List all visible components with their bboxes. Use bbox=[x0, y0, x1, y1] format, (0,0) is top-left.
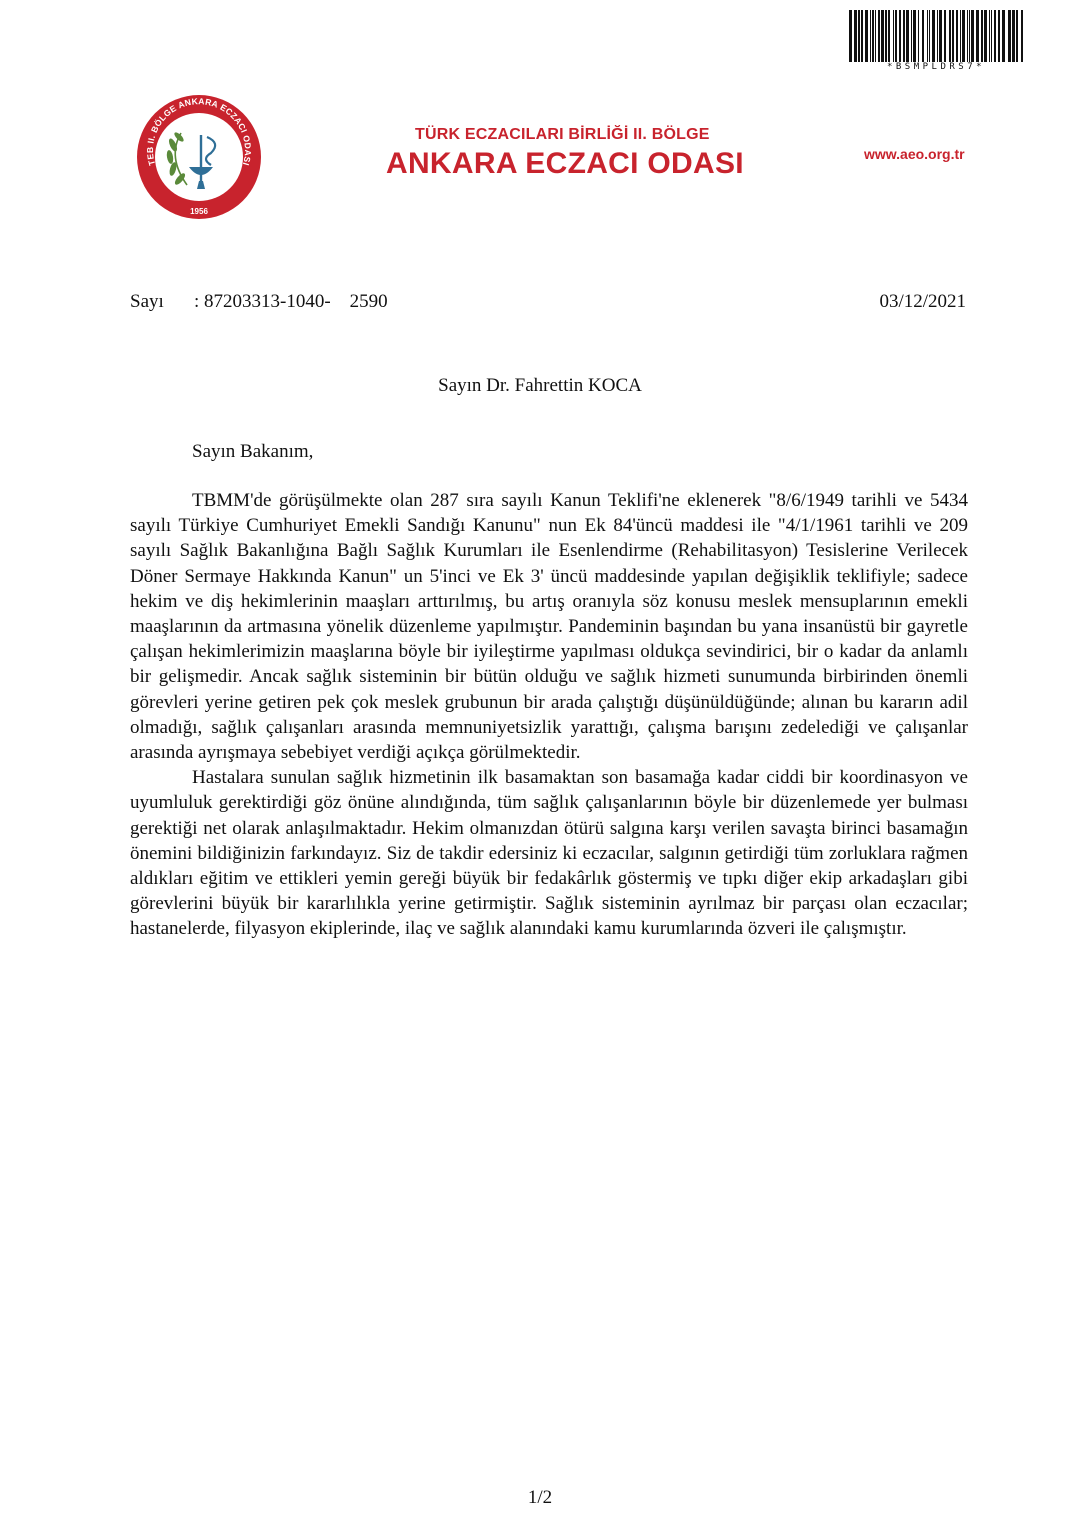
letter-body bbox=[130, 488, 968, 942]
body-paragraph-2: Hastalara sunulan sağlık hizmetinin ilk basamaktan son basamağa kadar ciddi bir koordinasyon ve uyumluluk gerektirdiği göz önüne alındığında, tüm sağlık çalışanlarının böyle bir düzenlemede yer bulması gerektiği net olarak anlaşılmaktadır. Hekim olmanızdan ötürü salgına karşı verilen savaşta birinci basamağın önemini bildiğinizin farkındayız. Siz de takdir edersiniz ki eczacılar, salgının getirdiği tüm zorluklara rağmen aldıkları eğitim ve ettikleri yemin gereği büyük bir fedakârlık göstermiş ve tıpkı diğer ekip arkadaşları gibi görevlerini büyük bir kararlılıkla yerine getirmiştir. Sağlık sisteminin ayrılmaz bir parçası olan eczacılar; hastanelerde, filyasyon ekiplerinde, ilaç ve sağlık alanındaki kamu kurumlarında özveri ile çalışmıştır. bbox=[130, 767, 968, 940]
addressee: Sayın Dr. Fahrettin KOCA bbox=[438, 375, 642, 396]
reference-label: Sayı bbox=[130, 291, 164, 312]
barcode-code: *BSMPLDRS7* bbox=[886, 62, 986, 72]
website-link[interactable]: www.aeo.org.tr bbox=[864, 146, 965, 162]
page-number: 1/2 bbox=[527, 1487, 553, 1508]
svg-text:TEB II. BÖLGE ANKARA ECZACI OD: TEB II. BÖLGE ANKARA ECZACI ODASI bbox=[144, 96, 254, 167]
svg-text:1956: 1956 bbox=[190, 207, 208, 216]
body-paragraph-1: TBMM'de görüşülmekte olan 287 sıra sayılı Kanun Teklifi'ne eklenerek "8/6/1949 tarihli ve 5434 sayılı Türkiye Cumhuriyet Emekli Sandığı Kanunu" nun Ek 84'üncü maddesi ile "4/1/1961 tarihli ve 209 sayılı Sağlık Bakanlığına Bağlı Sağlık Kurumları ile Esenlendirme (Rehabilitasyon) Tesislerine Verilecek Döner Sermaye Hakkında Kanun" un 5'inci ve Ek 3' üncü maddesinde yapılan değişiklik teklifiyle; sadece hekim ve diş hekimlerinin maaşları arttırılmış, bu artış oranıyla söz konusu meslek mensuplarının emekli maaşlarının da artmasına yönelik düzenleme yapılmıştır. Pandeminin başından bu yana insanüstü bir gayretle çalışan hekimlerimizin maaşlarına böyle bir iyileştirme yapılması oldukça sevindirici, bir o kadar da anlamlı bir gelişmedir. Ancak sağlık sisteminin bir bütün olduğu ve sağlık hizmeti sunumunda birbirinden önemli görevleri yerine getiren pek çok meslek grubunun bir arada çalıştığı düşünüldüğünde; alınan bu kararın adil olmadığı, sağlık çalışanları arasında memnuniyetsizlik yarattığı, çalışma barışını zedelediği ve çalışanlar arasında ayrışmaya sebebiyet verdiği açıkça görülmektedir. bbox=[130, 490, 968, 764]
document-barcode bbox=[848, 10, 1024, 72]
document-date: 03/12/2021 bbox=[879, 291, 966, 312]
org-subtitle: TÜRK ECZACILARI BİRLİĞİ II. BÖLGE bbox=[415, 126, 710, 143]
chamber-seal-logo bbox=[131, 93, 267, 221]
barcode-bars bbox=[848, 10, 1024, 62]
reference-number: : 87203313-1040- 2590 bbox=[194, 291, 388, 312]
salutation: Sayın Bakanım, bbox=[192, 441, 314, 462]
org-title: ANKARA ECZACI ODASI bbox=[386, 147, 744, 180]
